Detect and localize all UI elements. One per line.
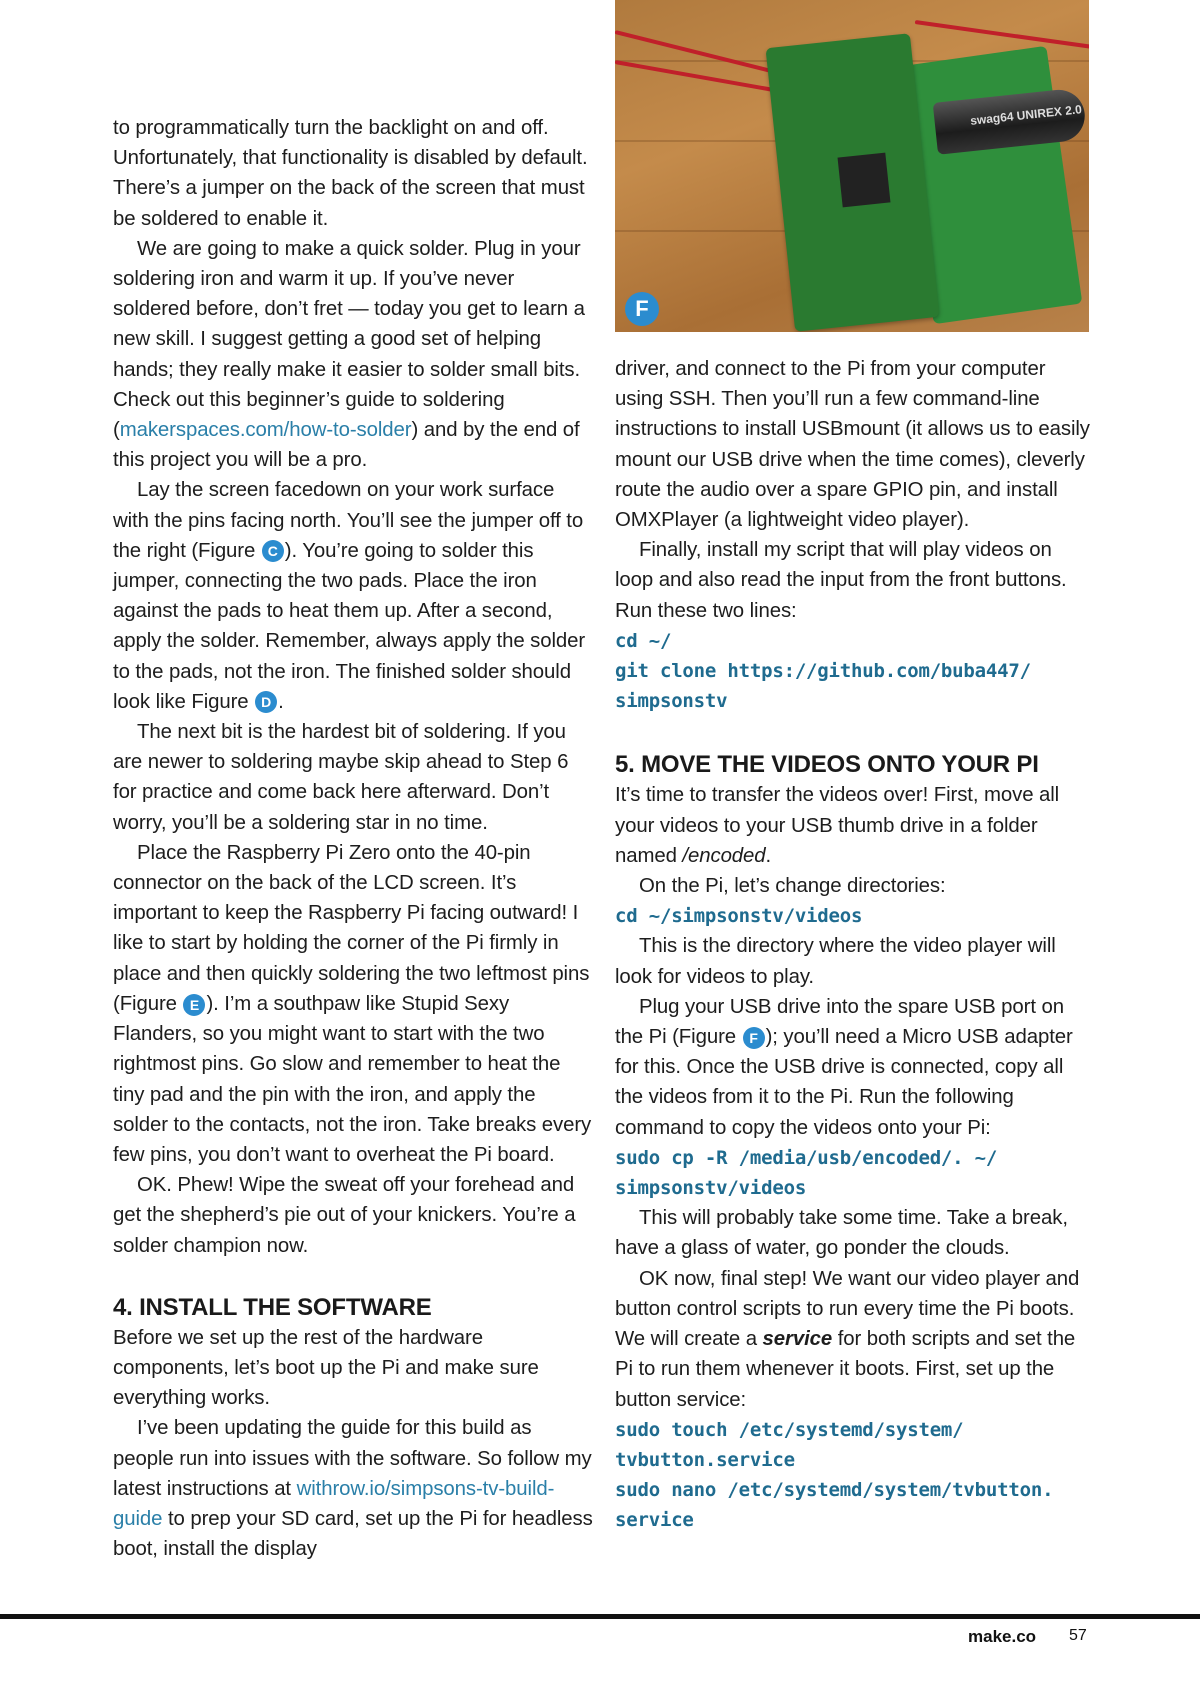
paragraph: This will probably take some time. Take a break, have a glass of water, go ponder the clouds.	[615, 1207, 1068, 1260]
paragraph: Before we set up the rest of the hardware components, let’s boot up the Pi and make sure everything works.	[113, 1326, 539, 1410]
page-number: 57	[1069, 1627, 1087, 1644]
makerspaces-link[interactable]: makerspaces.com/how-to-solder	[119, 419, 412, 442]
paragraph: On the Pi, let’s change directories:	[639, 875, 946, 898]
figure-c-badge: C	[262, 540, 284, 562]
code-block-service: sudo touch /etc/systemd/system/ tvbutton.service sudo nano /etc/systemd/system/tvbutton. service	[615, 1418, 1054, 1532]
figure-f-label: F	[625, 292, 659, 326]
red-wire	[915, 20, 1089, 49]
build-guide-link[interactable]: withrow.io/simpsons-tv-build-guide	[113, 1477, 555, 1530]
paragraph: I’ve been updating the guide for this build as people run into issues with the software. So follow my latest instructions at withrow.io/simpsons-tv-build-guide to prep your SD card, set up the Pi for headless boot, install the display	[113, 1417, 593, 1561]
figure-f-badge: F	[743, 1027, 765, 1049]
footer-rule	[0, 1614, 1200, 1619]
paragraph: This is the directory where the video player will look for videos to play.	[615, 935, 1056, 988]
paragraph: to programmatically turn the backlight on and off. Unfortunately, that functionality is disabled by default. There’s a jumper on the back of the screen that must be soldered to enable it.	[113, 117, 588, 230]
figure-e-badge: E	[183, 994, 205, 1016]
right-column	[615, 354, 1092, 1536]
left-column	[113, 113, 593, 1564]
code-block-cd: cd ~/simpsonstv/videos	[615, 905, 863, 928]
paragraph: Lay the screen facedown on your work surface with the pins facing north. You’ll see the jumper off to the right (Figure C ). You’re going to solder this jumper, connecting the two pads. Place the iron against the pads to heat them up. After a second, apply the solder. Remember, always apply the solder to the pads, not the iron. The finished solder should look like Figure D .	[113, 479, 586, 713]
figure-d-badge: D	[255, 691, 277, 713]
section-heading-install-software: 4. INSTALL THE SOFTWARE	[113, 1293, 432, 1321]
paragraph: OK. Phew! Wipe the sweat off your forehead and get the shepherd’s pie out of your knickers. You’re a solder champion now.	[113, 1174, 576, 1257]
section-heading-move-videos: 5. MOVE THE VIDEOS ONTO YOUR PI	[615, 751, 1039, 779]
code-block-git-clone: cd ~/ git clone https://github.com/buba447/ simpsonstv	[615, 629, 1031, 713]
paragraph: It’s time to transfer the videos over! First, move all your videos to your USB thumb drive in a folder named /encoded.	[615, 784, 1060, 867]
paragraph: OK now, final step! We want our video player and button control scripts to run every time the Pi boots. We will create a service for both scripts and set the Pi to run them whenever it boots. First, set up the button service:	[615, 1267, 1080, 1411]
pi-chip	[838, 153, 891, 208]
paragraph: Finally, install my script that will play videos on loop and also read the input from the front buttons. Run these two lines:	[615, 539, 1067, 622]
paragraph: We are going to make a quick solder. Plug in your soldering iron and warm it up. If you’ve never soldered before, don’t fret — today you get to learn a new skill. I suggest getting a good set of helping hands; they really make it easier to solder small bits. Check out this beginner’s guide to soldering (makerspaces.com/how-to-solder) and by the end of this project you will be a pro.	[113, 237, 585, 472]
figure-f-photo	[615, 0, 1089, 332]
footer-site: make.co	[968, 1627, 1037, 1646]
usb-label: swag64 UNIREX 2.0	[969, 102, 1083, 128]
code-block-copy: sudo cp -R /media/usb/encoded/. ~/ simpsonstv/videos	[615, 1146, 998, 1200]
paragraph: driver, and connect to the Pi from your computer using SSH. Then you’ll run a few command-line instructions to install USBmount (it allows us to easily mount our USB drive when the time comes), cleverly route the audio over a spare GPIO pin, and install OMXPlayer (a lightweight video player).	[615, 358, 1090, 532]
paragraph: The next bit is the hardest bit of soldering. If you are newer to soldering maybe skip ahead to Step 6 for practice and come back here afterward. Don’t worry, you’ll be a soldering star in no time.	[113, 721, 569, 834]
paragraph: Place the Raspberry Pi Zero onto the 40-pin connector on the back of the LCD screen. It’s important to keep the Raspberry Pi facing outward! I like to start by holding the corner of the Pi firmly in place and then quickly soldering the two leftmost pins (Figure E ). I’m a southpaw like Stupid Sexy Flanders, so you might want to start with the two rightmost pins. Go slow and remember to heat the tiny pad and the pin with the iron, and apply the solder to the contacts, not the iron. Take breaks every few pins, you don’t want to overheat the Pi board.	[113, 841, 592, 1166]
paragraph: Plug your USB drive into the spare USB port on the Pi (Figure F ); you’ll need a Micro USB adapter for this. Once the USB drive is connected, copy all the videos from it to the Pi. Run the following command to copy the videos onto your Pi:	[615, 995, 1073, 1139]
